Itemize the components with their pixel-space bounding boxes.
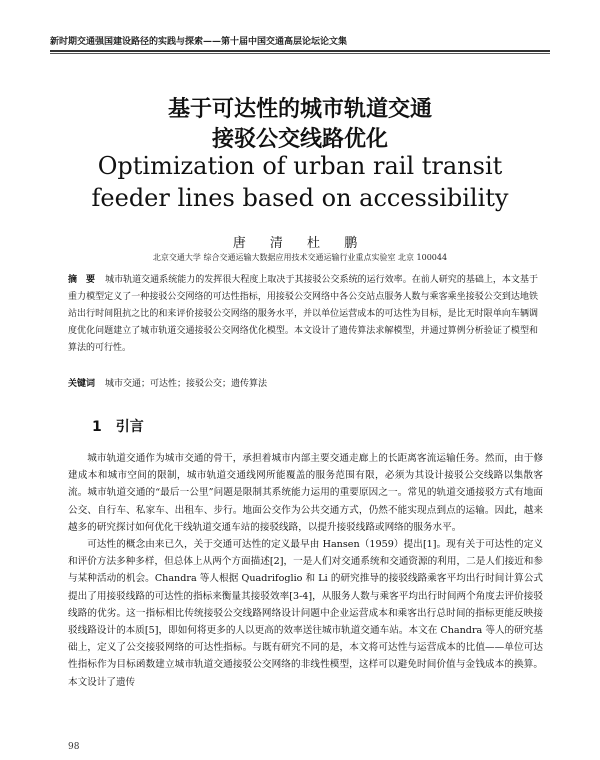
affiliation: 北京交通大学 综合交通运输大数据应用技术交通运输行业重点实验室 北京 100044	[152, 253, 448, 262]
abstract	[68, 272, 538, 357]
page-number: 98	[68, 742, 80, 752]
title-en-line1: Optimization of urban rail transit	[97, 152, 503, 180]
section-title: 引言	[115, 419, 144, 435]
abstract-text: 城市轨道交通系统能力的发挥很大程度上取决于其接驳公交系统的运行效率。在前人研究的基础上，本文基于重力模型定义了一种接驳公交网络的可达性指标，用接驳公交网络中各公交站点服务人数与乘客乘坐接驳公交到达地铁站出行时间阻抗之比的和来评价接驳公交网络的服务水平，并以单位运营成本的可达性为目标，是比无时限单向车辆调度优化问题建立了城市轨道交通接驳公交网络优化模型。本文设计了遗传算法求解模型，并通过算例分析验证了模型和算法的可行性。	[68, 275, 538, 353]
title-zh-line1: 基于可达性的城市轨道交通	[167, 97, 432, 122]
title-zh-line2: 接驳公交线路优化	[211, 127, 388, 152]
keywords	[68, 376, 538, 393]
header-divider-thin	[50, 53, 550, 54]
paragraph-1: 城市轨道交通作为城市交通的骨干，承担着城市内部主要交通走廊上的长距离客流运输任务。然而，由于修建成本和城市空间的限制，城市轨道交通线网所能覆盖的服务范围有限，必须为其设计接驳公交线路以集散客流。城市轨道交通的“最后一公里”问题是限制其系统能力运用的重要原因之一。常见的轨道交通接驳方式有地面公交、自行车、私家车、出租车、步行。地面公交作为公共交通方式，仍然不能实现点到点的运输。因此，越来越多的研究探讨如何优化干线轨道交通车站的接驳线路，以提升接驳线路或网络的服务水平。	[68, 453, 543, 533]
keywords-label: 关键词	[68, 379, 96, 389]
header-divider	[50, 50, 550, 52]
title-en-line2: feeder lines based on accessibility	[91, 184, 509, 212]
body-text	[68, 450, 543, 691]
authors: 唐 清 杜 鹏	[232, 236, 368, 251]
paragraph-2: 可达性的概念由来已久，关于交通可达性的定义最早由 Hansen（1959）提出[1]。现有关于可达性的定义和评价方法多种多样，但总体上从两个方面描述[2]，一是人们对交通系统和交通资源的利用，二是人们接近和参与某种活动的机会。Chandra 等人根据 Quadrifoglio 和 Li 的研究推导的接驳线路乘客平均出行时间计算公式提出了用接驳线路的可达性的指标来衡量其接驳效率[3-4]，从服务人数与乘客平均出行时间两个角度去评价接驳线路的优劣。这一指标相比传统接驳公交线路网络设计问题中企业运营成本和乘客出行总时间的指标更能反映接驳线路设计的本质[5]，即如何将更多的人以更高的效率送往城市轨道交通车站。本文在 Chandra 等人的研究基础上，定义了公交接驳网络的可达性指标。与既有研究不同的是，本文将可达性与运营成本的比值——单位可达性指标作为目标函数建立城市轨道交通接驳公交网络的非线性模型，这样可以避免时间价值与金钱成本的换算。本文设计了遗传	[68, 539, 543, 688]
section-number: 1	[92, 419, 102, 435]
keywords-text: 城市交通；可达性；接驳公交；遗传算法	[105, 379, 268, 389]
abstract-label: 摘 要	[68, 275, 96, 285]
running-header: 新时期交通强国建设路径的实践与探索——第十届中国交通高层论坛论文集	[50, 37, 348, 47]
section-heading	[92, 416, 144, 436]
